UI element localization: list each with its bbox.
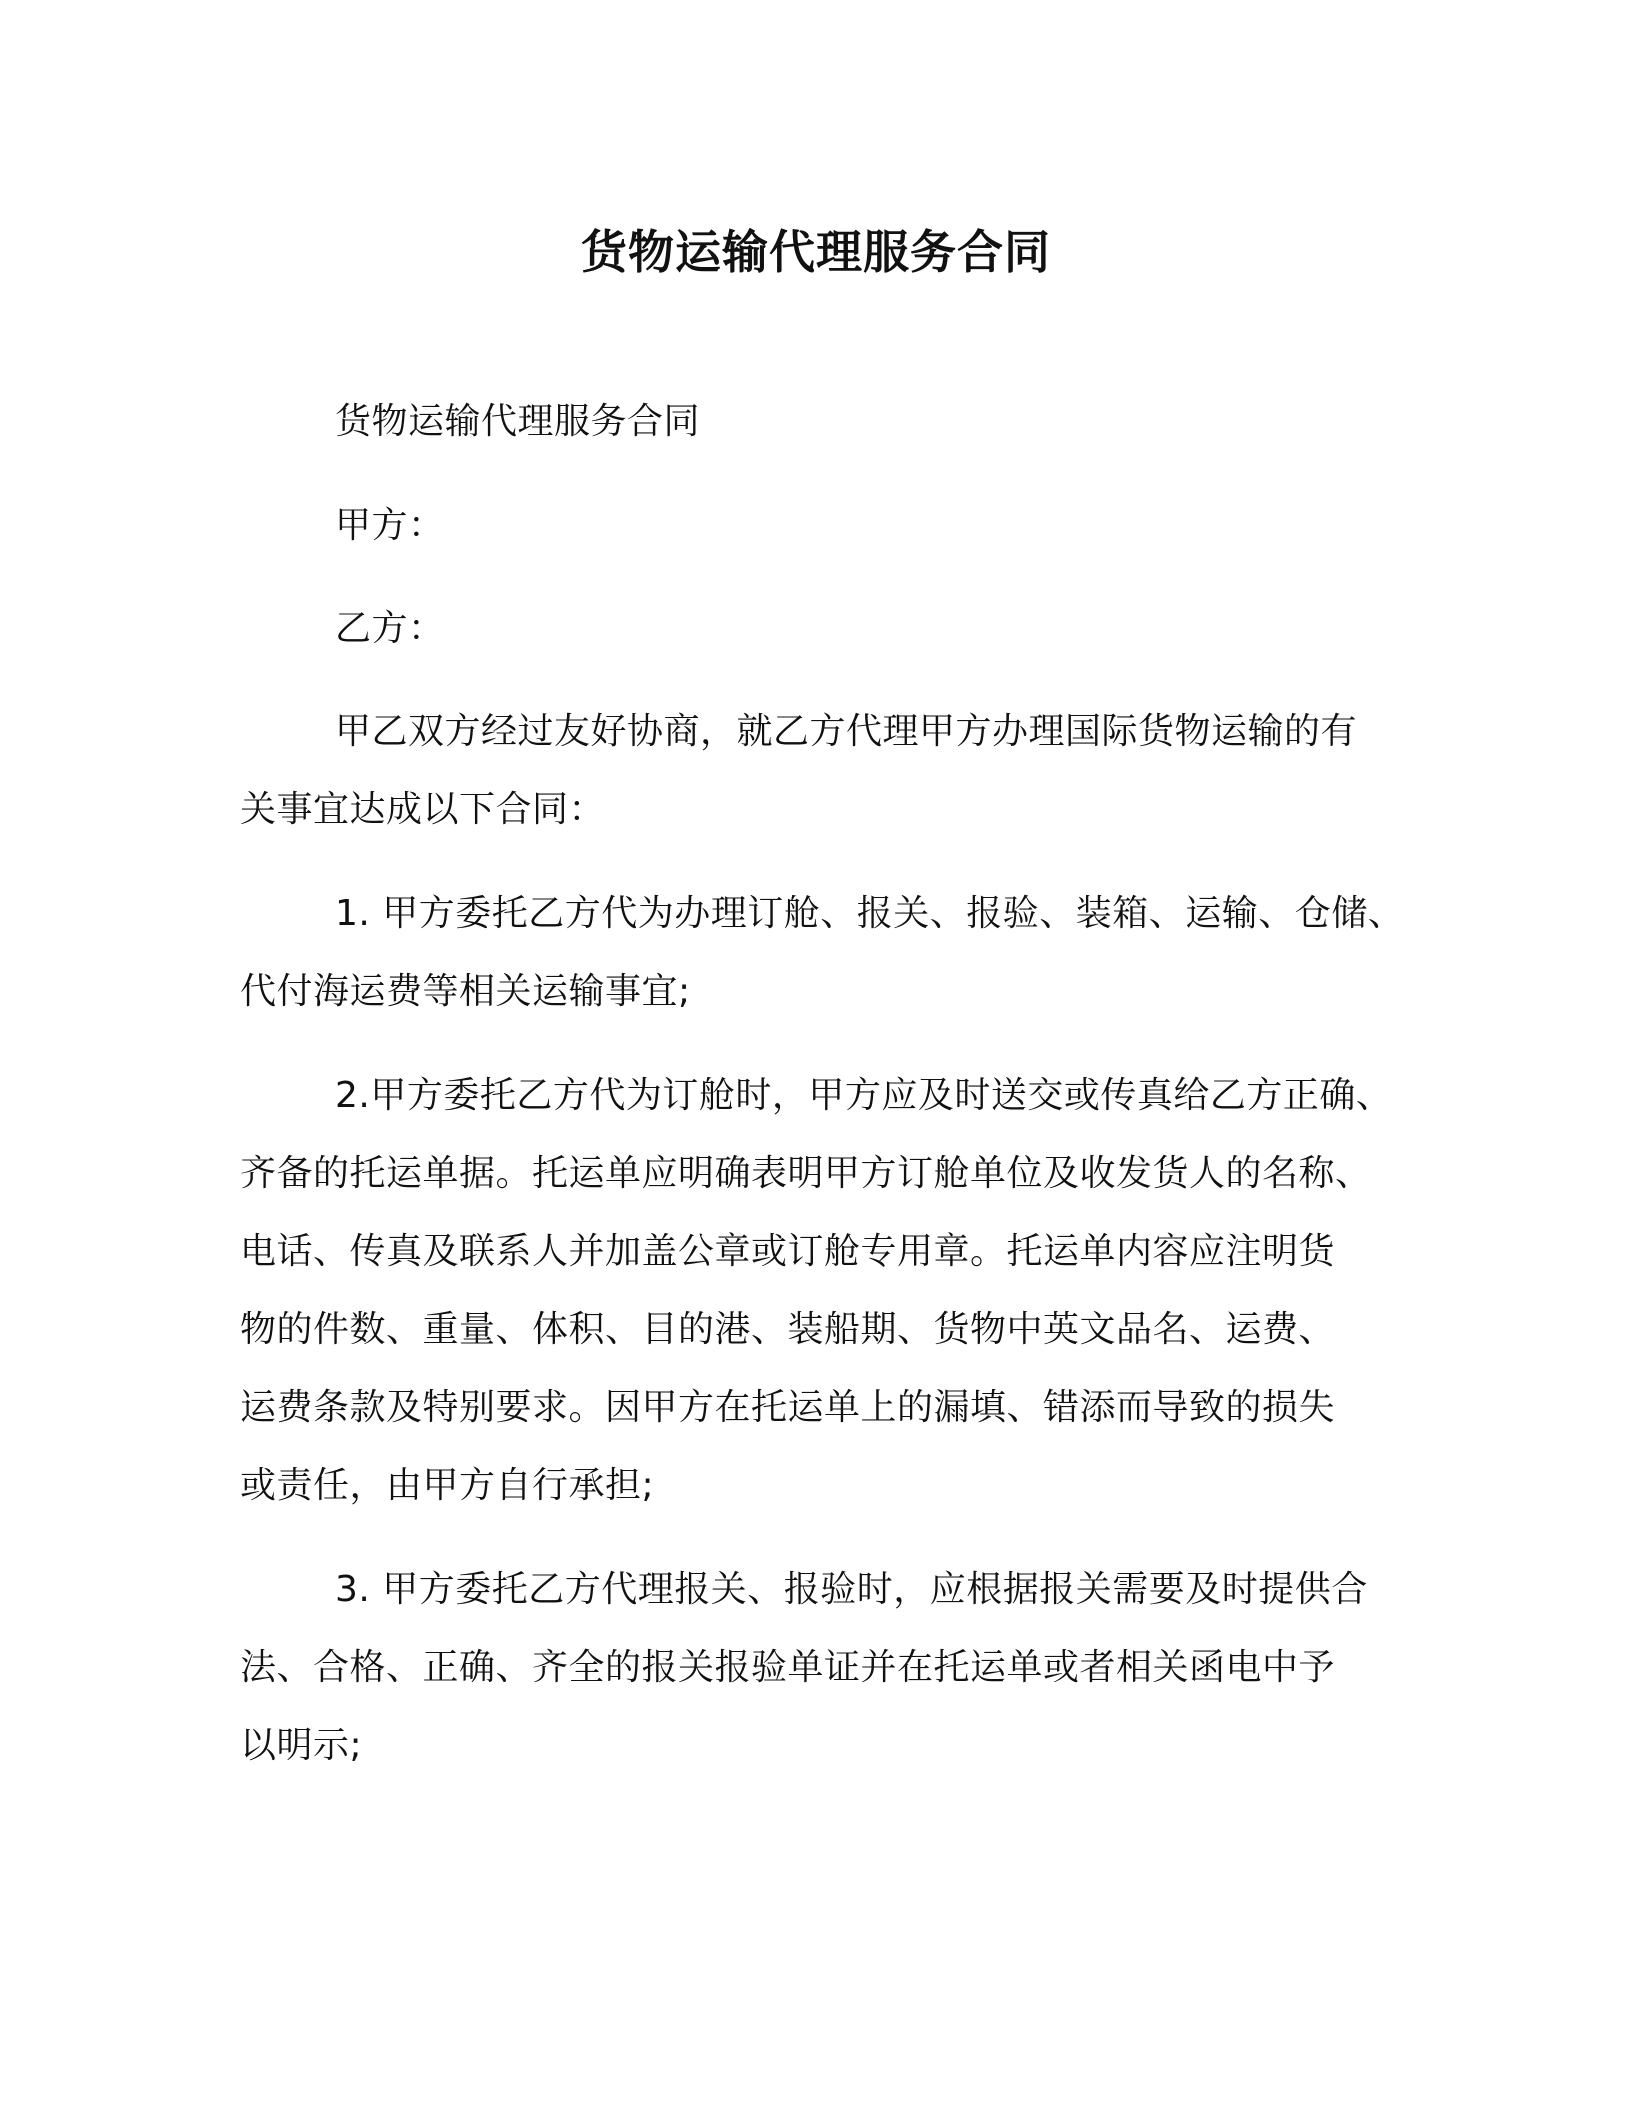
clause-2-line-1: 2.甲方委托乙方代为订舱时，甲方应及时送交或传真给乙方正确、 — [335, 1075, 1393, 1116]
clause-3-line-3: 以明示; — [240, 1725, 363, 1766]
document-subtitle: 货物运输代理服务合同 — [335, 401, 701, 442]
clause-1-line-1: 1. 甲方委托乙方代为办理订舱、报关、报验、装箱、运输、仓储、 — [335, 893, 1405, 934]
clause-2-line-5: 运费条款及特别要求。因甲方在托运单上的漏填、错添而导致的损失 — [240, 1387, 1336, 1428]
intro-line-2: 关事宜达成以下合同： — [240, 789, 606, 830]
clause-2-line-4: 物的件数、重量、体积、目的港、装船期、货物中英文品名、运费、 — [240, 1309, 1336, 1350]
document-title: 货物运输代理服务合同 — [581, 225, 1051, 279]
clause-2-line-6: 或责任，由甲方自行承担; — [240, 1465, 655, 1506]
clause-2-line-3: 电话、传真及联系人并加盖公章或订舱专用章。托运单内容应注明货 — [240, 1231, 1336, 1272]
intro-line-1: 甲乙双方经过友好协商，就乙方代理甲方办理国际货物运输的有 — [335, 711, 1358, 752]
party-b-label: 乙方： — [335, 608, 445, 649]
clause-3-line-2: 法、合格、正确、齐全的报关报验单证并在托运单或者相关函电中予 — [240, 1647, 1336, 1688]
clause-1-line-2: 代付海运费等相关运输事宜; — [240, 971, 691, 1012]
clause-3-line-1: 3. 甲方委托乙方代理报关、报验时，应根据报关需要及时提供合 — [335, 1569, 1368, 1610]
party-a-label: 甲方： — [335, 505, 445, 546]
clause-2-line-2: 齐备的托运单据。托运单应明确表明甲方订舱单位及收发货人的名称、 — [240, 1153, 1372, 1194]
